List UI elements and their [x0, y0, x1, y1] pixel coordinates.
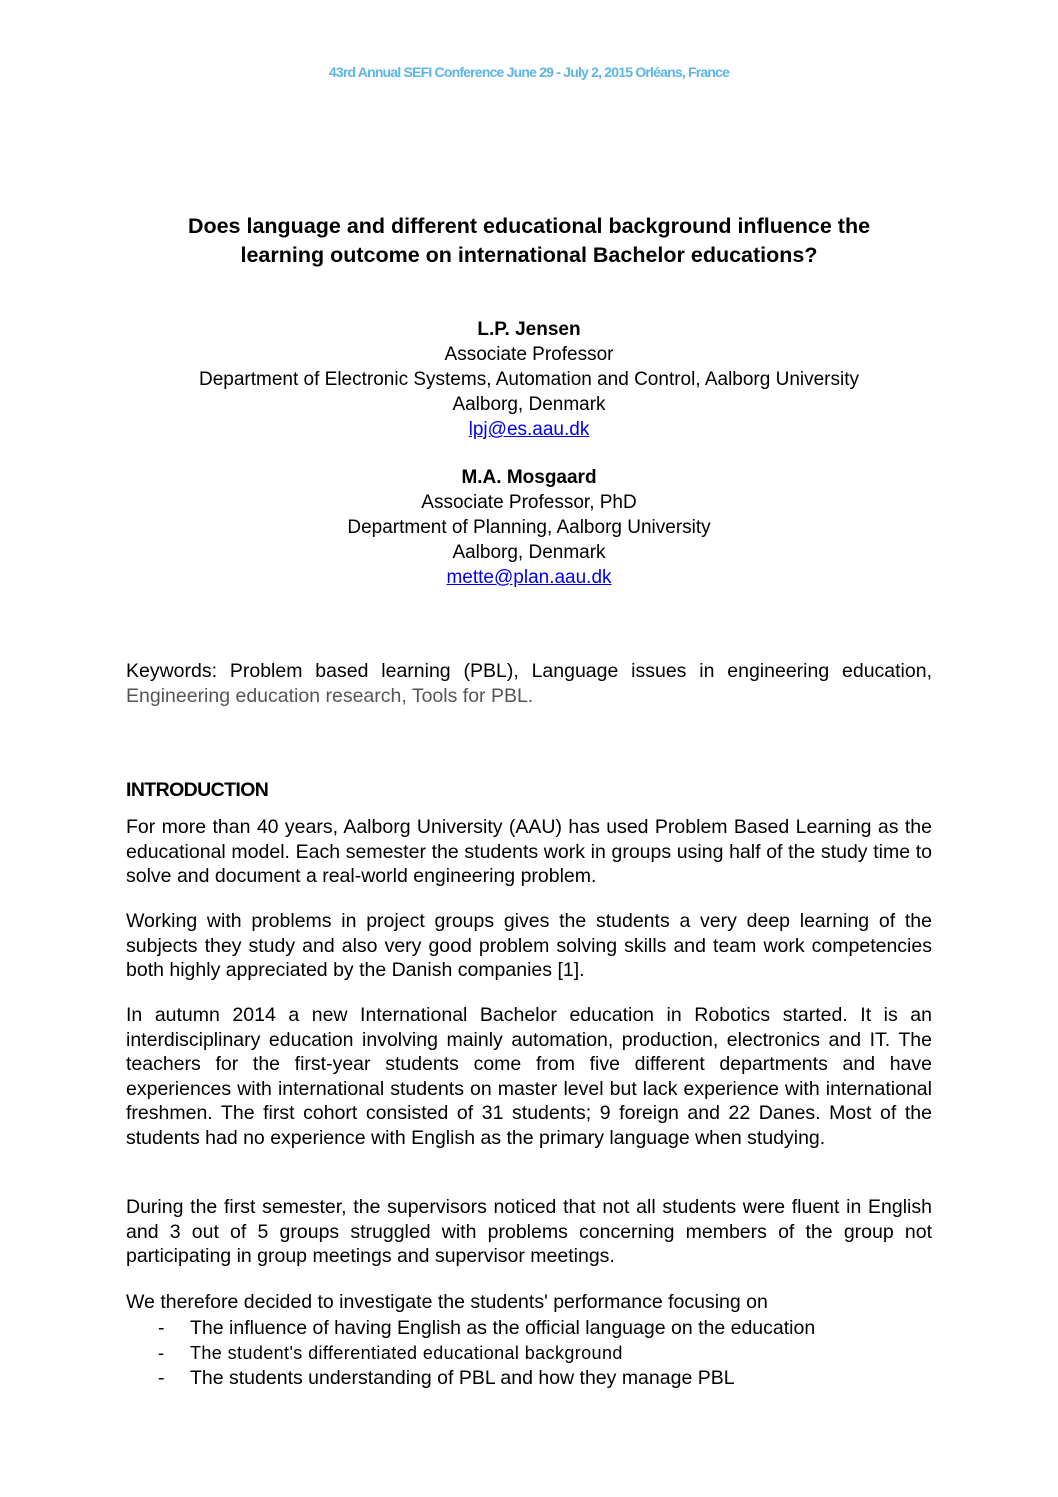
section-heading-introduction: INTRODUCTION	[126, 779, 269, 801]
paragraph-text: Working with problems in project groups gives the students a very deep learning of the subjects they study and also very good problem solving skills and team work competencies both highly appreciated by the Danish companies [1].	[126, 910, 932, 981]
list-item-text: The influence of having English as the official language on the education	[190, 1317, 816, 1339]
body-paragraph	[126, 1290, 932, 1315]
list-item-text: The student's differentiated educational background	[190, 1343, 623, 1363]
bullet-marker: -	[158, 1367, 165, 1389]
paragraph-text: We therefore decided to investigate the students' performance focusing on	[126, 1291, 768, 1313]
author-location: Aalborg, Denmark	[452, 394, 606, 415]
list-item	[158, 1341, 815, 1366]
paper-title-line-1: Does language and different educational background influence the	[187, 214, 871, 238]
bullet-marker: -	[158, 1317, 165, 1339]
body-paragraph	[126, 909, 932, 983]
paragraph-text: For more than 40 years, Aalborg University (AAU) has used Problem Based Learning as the educational model. Each semester the students work in groups using half of the study time to solve and document a real-world engineering problem.	[126, 816, 932, 887]
paragraph-text: In autumn 2014 a new International Bachelor education in Robotics started. It is an interdisciplinary education involving mainly automation, production, electronics and IT. The teachers for the first-year students come from five different departments and have experiences with international students on master level but lack experience with international freshmen. The first cohort consisted of 31 students; 9 foreign and 22 Danes. Most of the students had no experience with English as the primary language when studying.	[126, 1004, 932, 1149]
conference-header: 43rd Annual SEFI Conference June 29 - July 2, 2015 Orléans, France	[328, 64, 730, 80]
keywords-secondary: Engineering education research, Tools for PBL.	[126, 684, 534, 707]
list-item	[158, 1316, 815, 1341]
author-department: Department of Planning, Aalborg University	[347, 517, 711, 538]
paper-title	[100, 212, 958, 270]
list-item	[158, 1366, 815, 1391]
paper-title-line-2: learning outcome on international Bachelor educations?	[240, 243, 818, 267]
body-paragraph	[126, 815, 932, 889]
author-block-1	[0, 317, 1058, 442]
list-item-text: The students understanding of PBL and how they manage PBL	[190, 1367, 735, 1389]
keywords-primary: Keywords: Problem based learning (PBL), Language issues in engineering education,	[126, 660, 932, 682]
focus-list	[158, 1316, 815, 1391]
author-email-link[interactable]: mette@plan.aau.dk	[446, 567, 612, 588]
author-block-2	[0, 465, 1058, 590]
body-paragraph	[126, 1195, 932, 1269]
author-department: Department of Electronic Systems, Automation and Control, Aalborg University	[198, 369, 860, 390]
author-name: M.A. Mosgaard	[461, 467, 597, 488]
bullet-marker: -	[158, 1343, 165, 1363]
author-name: L.P. Jensen	[477, 319, 581, 340]
author-email-link[interactable]: lpj@es.aau.dk	[468, 419, 590, 440]
paragraph-text: During the first semester, the supervisors noticed that not all students were fluent in English and 3 out of 5 groups struggled with problems concerning members of the group not participating in group meetings and supervisor meetings.	[126, 1196, 932, 1267]
author-position: Associate Professor, PhD	[421, 492, 637, 513]
keywords-paragraph	[126, 659, 932, 708]
author-position: Associate Professor	[444, 344, 614, 365]
author-location: Aalborg, Denmark	[452, 542, 606, 563]
body-paragraph	[126, 1003, 932, 1150]
